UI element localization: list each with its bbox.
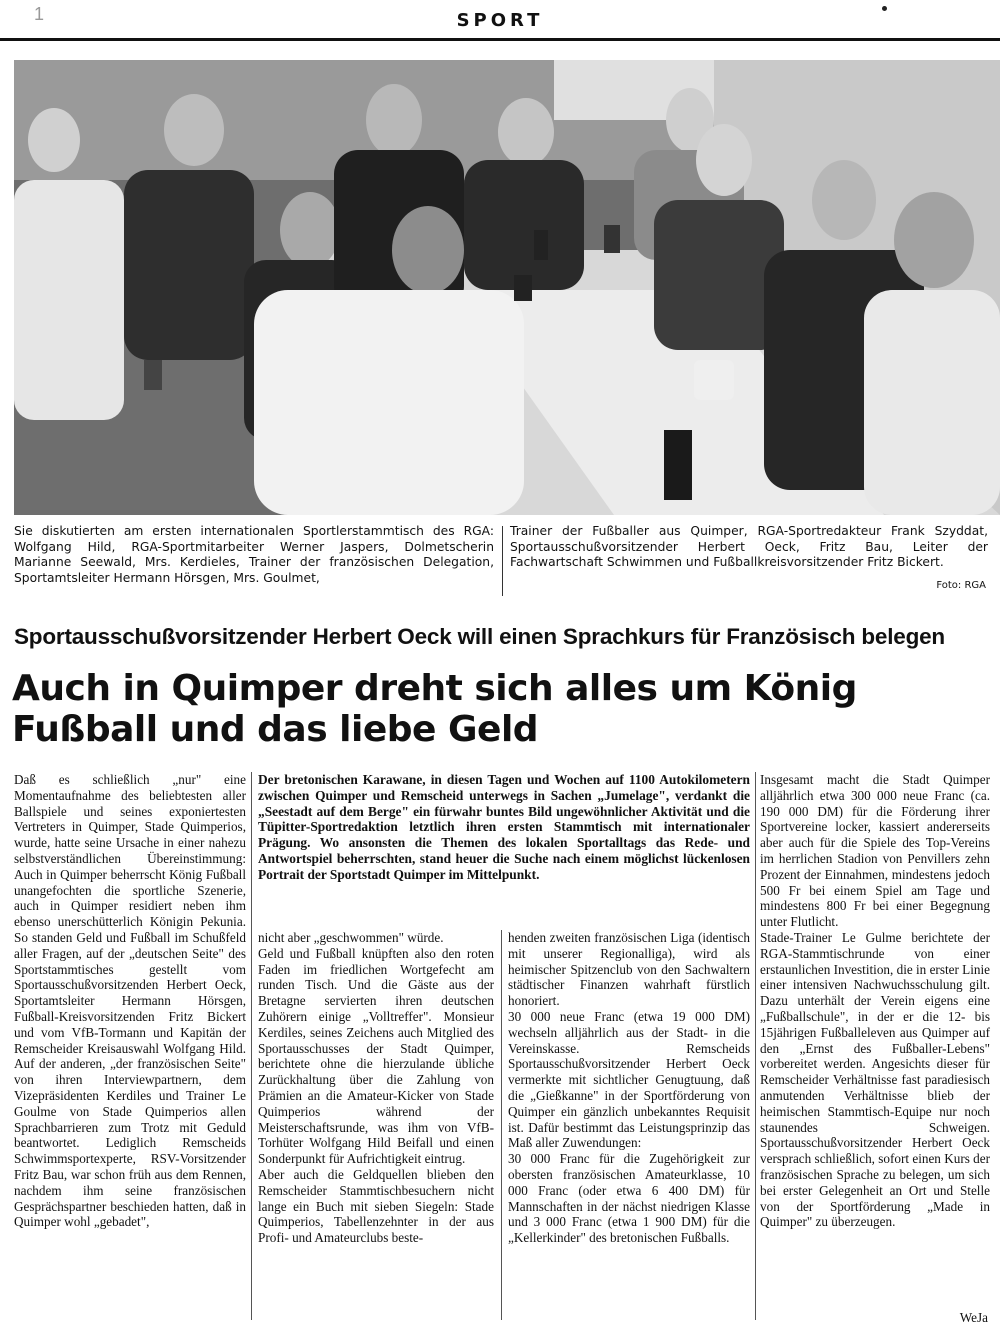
caption-divider xyxy=(502,526,503,596)
photo-credit: Foto: RGA xyxy=(936,580,986,591)
photo-caption-left: Sie diskutierten am ersten internationalen Sportlerstammtisch des RGA: Wolfgang Hild, RGA-Sportmitarbeiter Werner Jaspers, Dolmetscherin Marianne Seewald, Mrs. Kerdieles, Trainer der französischen Delegation, Sportamtsleiter Hermann Hörsgen, Mrs. Goulmet, xyxy=(14,524,494,585)
article-column-4: Insgesamt macht die Stadt Quimper alljährlich etwa 300 000 neue Franc (ca. 190 000 DM) für die Förderung ihrer Sportvereine locker, kassiert andererseits aber auch für die Spiele des Top-Vereins im herrlichen Stadion von Penvillers zehn Prozent der Einnahmen, mindestens jedoch 500 Fr bei einem Spiel am Tage und mindestens 800 Fr bei einer Begegnung unter Flutlicht. Stade-Trainer Le Gulme berichtete der RGA-Stammtischrunde von einer erstaunlichen Investition, die in erster Linie einer intensiven Nachwuchsschulung gilt. Dazu unterhält der Verein eigens eine „Fußballschule", in der er die 12- bis 15jährigen Fußballeleven aus Quimper auf den „Ernst des Fußballer-Lebens" vorbereitet werden. Angesichts dieser für Remscheider Verhältnisse fast paradiesisch anmutenden Verhältnisse blieb der heimischen Stammtisch-Equipe nur noch staunendes Schweigen. Sportausschußvorsitzender Herbert Oeck versprach schließlich, sofort einen Kurs der französischen Sprache zu belegen, um sich bei erster Gelegenheit an Ort und Stelle von der Sportförderung „Made in Quimper" zu überzeugen. xyxy=(760,772,990,1230)
article-column-2: nicht aber „geschwommen" würde. Geld und Fußball knüpften also den roten Faden im friedlichen Wortgefecht am runden Tisch. Und die Gäste aus der Bretagne servierten ihren deutschen Zuhörern einige „Volltreffer". Monsieur Kerdiles, seines Zeichens auch Mitglied des Sportausschusses der Stadt Quimper, berichtete ohne die hierzulande übliche Zurückhaltung über die Zahlung von Prämien an die Amateur-Kicker von Stade Quimperios während der Meisterschaftsrunde, was ihm von VfB-Torhüter Wolfgang Hild Beifall und einen Sonderpunkt für Aufrichtigkeit eintrug. Aber auch die Geldquellen blieben den Remscheider Stammtischbesuchern nicht lange ein Buch mit sieben Siegeln: Stade Quimperios, Tabellenzehnter in der aus Profi- und Amateurclubs beste- xyxy=(258,930,494,1246)
kicker-headline: Sportausschußvorsitzender Herbert Oeck will einen Sprachkurs für Französisch belegen xyxy=(14,624,945,649)
news-photo xyxy=(14,60,1000,515)
photo-caption-right: Trainer der Fußballer aus Quimper, RGA-Sportredakteur Frank Szyddat, Sportausschußvorsitzender Herbert Oeck, Fritz Bau, Leiter der Fachwartschaft Schwimmen und Fußballkreisvorsitzender Fritz Bickert. xyxy=(510,524,988,569)
column-divider xyxy=(251,772,252,1320)
author-signature: WeJa xyxy=(959,1310,988,1325)
column-divider xyxy=(755,772,756,1320)
main-headline: Auch in Quimper dreht sich alles um König Fußball und das liebe Geld xyxy=(12,668,857,750)
section-rule xyxy=(0,38,1000,41)
article-lead: Der bretonischen Karawane, in diesen Tagen und Wochen auf 1100 Autokilometern zwischen Quimper und Remscheid unterwegs in Sachen „Jumelage", verdankt die „Seestadt auf dem Berge" ein fürwahr buntes Bild ungewöhnlicher Aktivität und die Tüpitter-Sportredaktion letztlich ihren ersten Stammtisch mit internationaler Prägung. Wo ansonsten die Themen des lokalen Sportalltags das Rede- und Antwortspiel beherrschten, stand heuer die Suche nach einem möglichst lückenlosen Portrait der Sportstadt Quimper im Mittelpunkt. xyxy=(258,772,750,882)
article-column-3: henden zweiten französischen Liga (identisch mit unserer Regionalliga), wird als heimischer Spitzenclub von den Sachwaltern städtischer Finanzen wahrhaft fürstlich honoriert. 30 000 neue Franc (etwa 19 000 DM) wechseln alljährlich aus der Stadt- in die Vereinskasse. Remscheids Sportausschußvorsitzender Herbert Oeck vermerkte mit sichtlicher Genugtuung, daß die „Gießkanne" in der Sportförderung von Quimper ein gänzlich unbekanntes Requisit ist. Dafür bestimmt das Leistungsprinzip das Maß aller Zuwendungen: 30 000 Franc für die Zugehörigkeit zur obersten französischen Amateurklasse, 10 000 Franc (oder etwa 6 400 DM) für Mannschaften in der nächst niedrigen Klasse und 3 000 Franc (etwa 1 900 DM) für die „Kellerkinder" des bretonischen Fußballs. xyxy=(508,930,750,1246)
article-column-1: Daß es schließlich „nur" eine Momentaufnahme des beliebtesten aller Ballspiele und seines exponiertesten Vertreters in Quimper, Stade Quimperios, wurde, hatte seine Ursache in einer nahezu selbstverständlichen Übereinstimmung: Auch in Quimper beherrscht König Fußball unangefochten die sportliche Szenerie, auch in Quimper residiert neben ihm ebenso unerschütterlich Königin Pekunia. So standen Geld und Fußball im Schußfeld aller Fragen, auf der „deutschen Seite" des Sportstammtisches gestellt vom Sportausschußvorsitzenden Herbert Oeck, Sportamtsleiter Hermann Hörsgen, Fußball-Kreisvorsitzenden Fritz Bickert und vom VfB-Tormann und Kapitän der Remscheider Kreisauswahl Wolfgang Hild. Auf der anderen, „der französischen Seite" von ihren Interviewpartnern, dem Vizepräsidenten Kerdiles und Trainer Le Goulme von Stade Quimperios allen Sprachbarrieren zum Trotz mit Geduld beantwortet. Lediglich Remscheids Schwimmsportexperte, RSV-Vorsitzender Fritz Bau, war schon früh aus dem Rennen, nachdem ihm seine französischen Gesprächspartner beschieden hatten, daß in Quimper wohl „gebadet", xyxy=(14,772,246,1230)
handwritten-page-mark: 1 xyxy=(34,4,45,24)
column-divider xyxy=(501,930,502,1320)
section-title: SPORT xyxy=(456,10,544,31)
